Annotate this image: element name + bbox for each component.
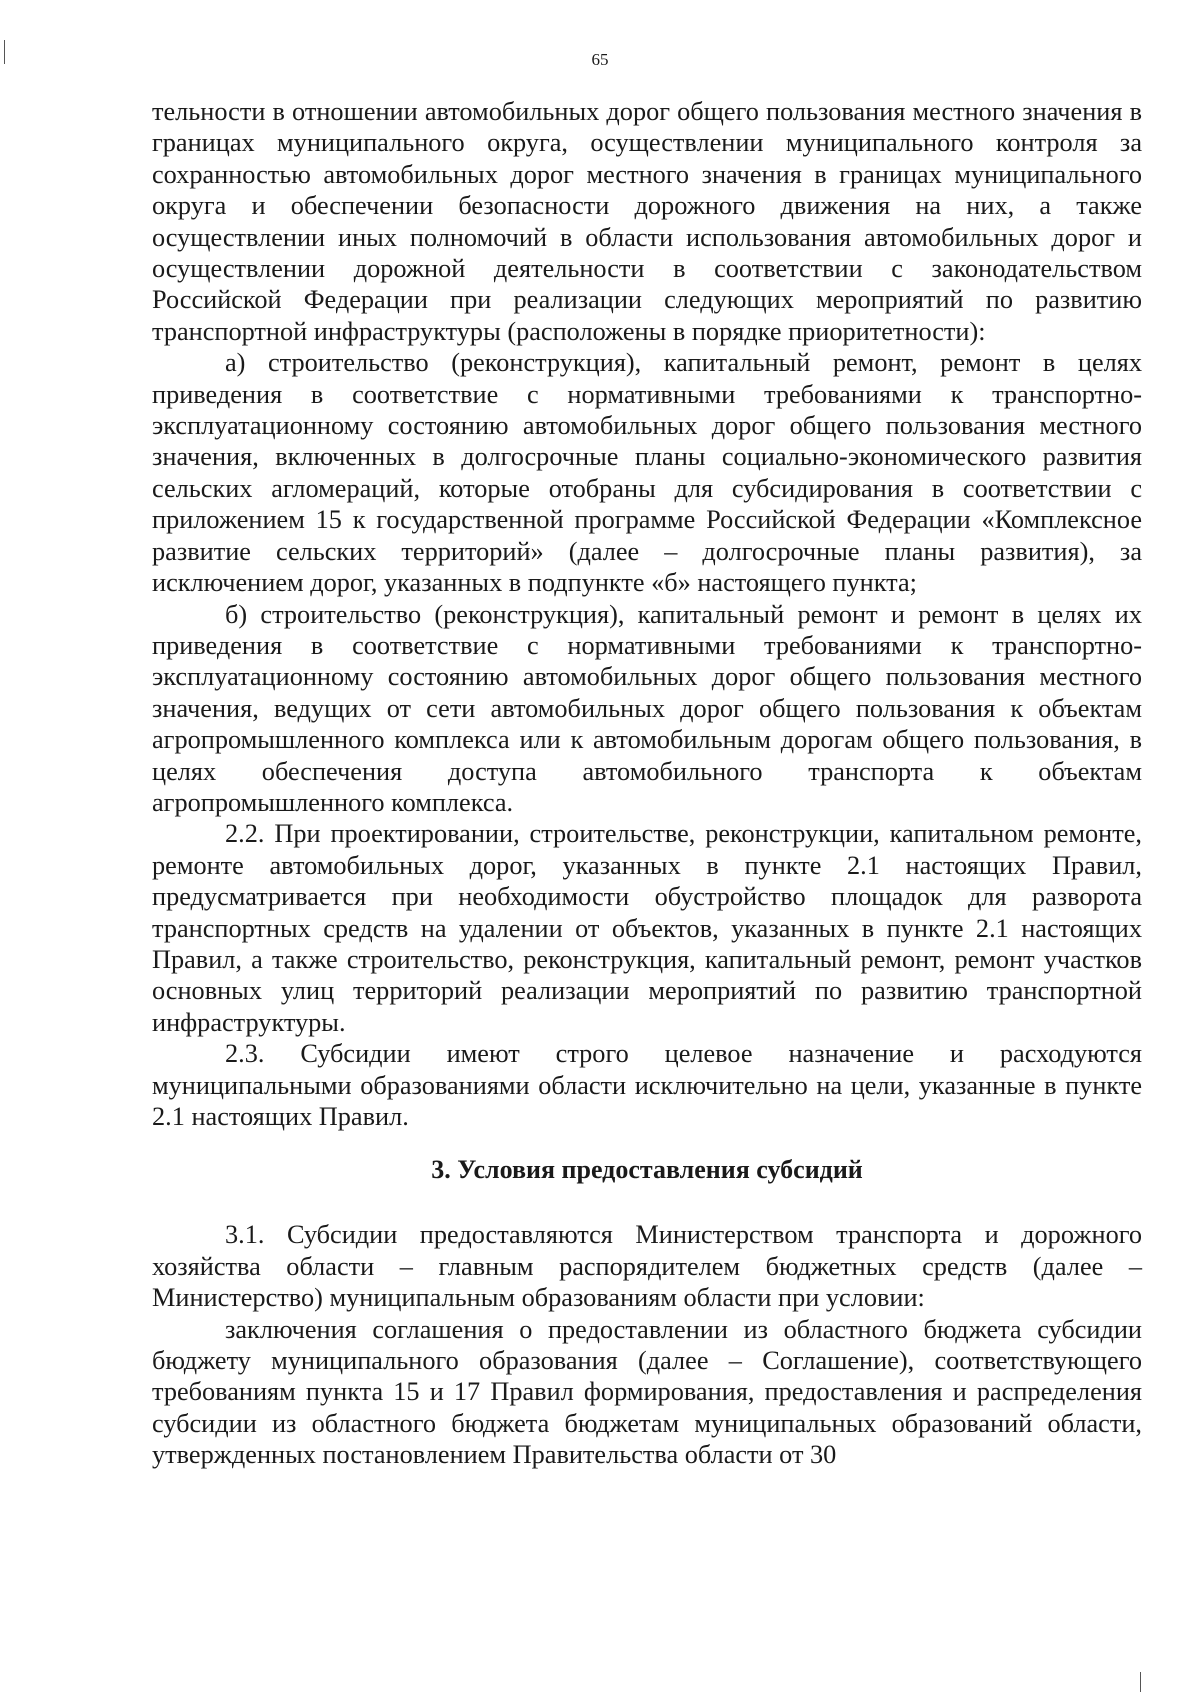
paragraph-continuation: тельности в отношении автомобильных дорог общего пользования местного значения в границах муниципального округа, осуществлении муниципального контроля за сохранностью автомобильных дорог местного значения в границах муниципального округа и обеспечении безопасности дорожного движения на них, а также осуществлении иных полномочий в области использования автомобильных дорог и осуществлении дорожной деятельности в соответствии с законодательством Российской Федерации при реализации следующих мероприятий по развитию транспортной инфраструктуры (расположены в порядке приоритетности):: [152, 97, 1142, 346]
paragraph-subitem-b: б) строительство (реконструкция), капитальный ремонт и ремонт в целях их приведения в соответствие с нормативными требованиями к транспортно-эксплуатационному состоянию автомобильных дорог общего пользования местного значения, ведущих от сети автомобильных дорог общего пользования к объектам агропромышленного комплекса или к автомобильным дорогам общего пользования, в целях обеспечения доступа автомобильного транспорта к объектам агропромышленного комплекса.: [152, 599, 1142, 817]
section-heading: 3. Условия предоставления субсидий: [431, 1155, 863, 1185]
paragraph-3-1: 3.1. Субсидии предоставляются Министерством транспорта и дорожного хозяйства области – главным распорядителем бюджетных средств (далее – Министерство) муниципальным образованиям области при условии:: [152, 1220, 1142, 1313]
paragraph-agreement-condition: заключения соглашения о предоставлении из областного бюджета субсидии бюджету муниципального образования (далее – Соглашение), соответствующего требованиям пункта 15 и 17 Правил формирования, предоставления и распределения субсидии из областного бюджета бюджетам муниципальных образований области, утвержденных постановлением Правительства области от 30: [152, 1314, 1142, 1470]
scan-edge-mark-left: [4, 40, 5, 64]
scan-edge-mark-bottom: [1140, 1672, 1141, 1692]
paragraph-2-2: 2.2. При проектировании, строительстве, реконструкции, капитальном ремонте, ремонте автомобильных дорог, указанных в пункте 2.1 настоящих Правил, предусматривается при необходимости обустройство площадок для разворота транспортных средств на удалении от объектов, указанных в пункте 2.1 настоящих Правил, а также строительство, реконструкция, капитальный ремонт, ремонт участков основных улиц территорий реализации мероприятий по развитию транспортной инфраструктуры.: [152, 819, 1142, 1037]
page-number: 65: [591, 50, 609, 69]
paragraph-2-3: 2.3. Субсидии имеют строго целевое назначение и расходуются муниципальными образованиями области исключительно на цели, указанные в пункте 2.1 настоящих Правил.: [152, 1039, 1142, 1131]
document-body: [152, 96, 1142, 1471]
paragraph-subitem-a: а) строительство (реконструкция), капитальный ремонт, ремонт в целях приведения в соответствие с нормативными требованиями к транспортно-эксплуатационному состоянию автомобильных дорог общего пользования местного значения, включенных в долгосрочные планы социально-экономического развития сельских агломераций, которые отобраны для субсидирования в соответствии с приложением 15 к государственной программе Российской Федерации «Комплексное развитие сельских территорий» (далее – долгосрочные планы развития), за исключением дорог, указанных в подпункте «б» настоящего пункта;: [152, 348, 1142, 598]
